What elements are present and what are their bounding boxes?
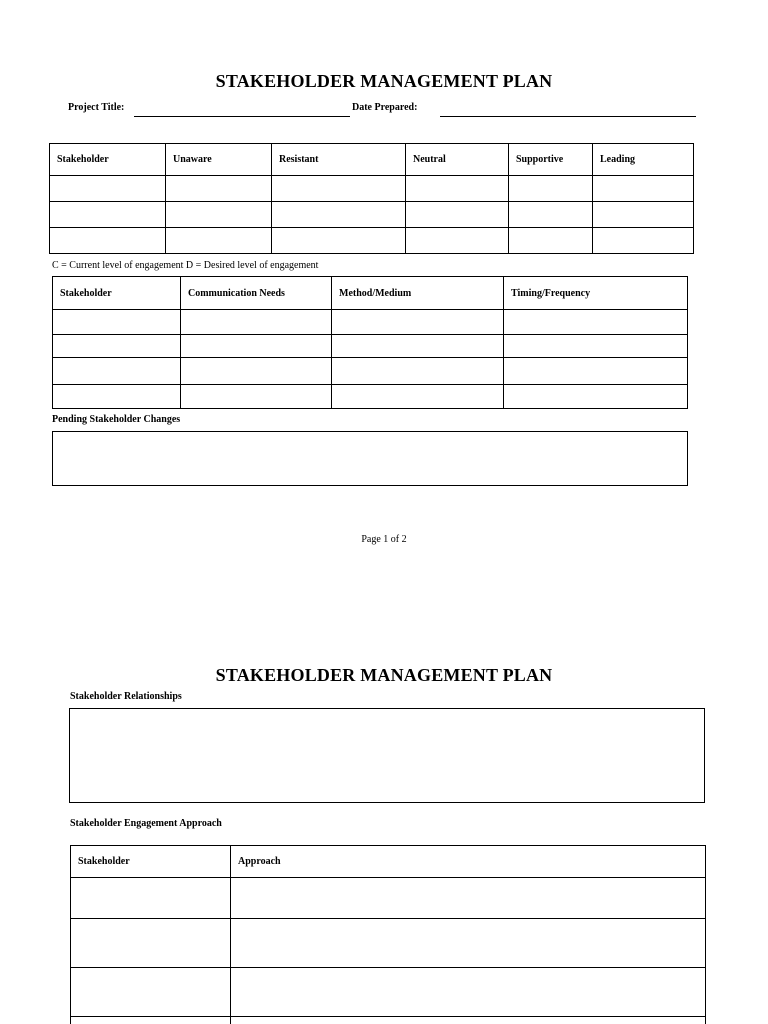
table-cell[interactable] <box>332 385 504 409</box>
project-title-label: Project Title: <box>68 102 125 113</box>
table-row <box>50 228 694 254</box>
column-header: Stakeholder <box>53 277 181 310</box>
engagement-level-table <box>49 143 694 254</box>
table-cell[interactable] <box>181 335 332 358</box>
table-header-row <box>53 277 688 310</box>
table-cell[interactable] <box>504 358 688 385</box>
table-cell[interactable] <box>53 385 181 409</box>
table-cell[interactable] <box>406 202 509 228</box>
table-cell[interactable] <box>181 385 332 409</box>
page-title: STAKEHOLDER MANAGEMENT PLAN <box>215 71 553 91</box>
date-prepared-field[interactable] <box>440 116 696 117</box>
table-cell[interactable] <box>593 228 694 254</box>
column-header: Leading <box>593 144 694 176</box>
table-header-row <box>50 144 694 176</box>
table-cell[interactable] <box>332 335 504 358</box>
column-header: Neutral <box>406 144 509 176</box>
column-header: Communication Needs <box>181 277 332 310</box>
table-row <box>53 310 688 335</box>
engagement-legend-note: C = Current level of engagement D = Desired level of engagement <box>52 260 319 271</box>
column-header: Approach <box>231 846 706 878</box>
table-cell[interactable] <box>332 310 504 335</box>
table-cell[interactable] <box>509 202 593 228</box>
pending-changes-field[interactable] <box>52 431 688 486</box>
engagement-approach-label: Stakeholder Engagement Approach <box>70 818 222 829</box>
table-cell[interactable] <box>71 919 231 968</box>
table-cell[interactable] <box>406 228 509 254</box>
table-cell[interactable] <box>509 176 593 202</box>
pending-changes-label: Pending Stakeholder Changes <box>52 414 181 425</box>
table-row <box>71 1017 706 1024</box>
table-cell[interactable] <box>166 202 272 228</box>
table-cell[interactable] <box>53 358 181 385</box>
table-cell[interactable] <box>166 176 272 202</box>
column-header: Unaware <box>166 144 272 176</box>
table-row <box>71 968 706 1017</box>
table-header-row <box>71 846 706 878</box>
table-cell[interactable] <box>272 202 406 228</box>
column-header: Resistant <box>272 144 406 176</box>
table-cell[interactable] <box>593 202 694 228</box>
table-row <box>53 335 688 358</box>
table-cell[interactable] <box>53 310 181 335</box>
table-cell[interactable] <box>181 310 332 335</box>
engagement-approach-table <box>70 845 706 1024</box>
table-cell[interactable] <box>181 358 332 385</box>
table-row <box>50 202 694 228</box>
table-cell[interactable] <box>50 176 166 202</box>
table-cell[interactable] <box>71 878 231 919</box>
table-cell[interactable] <box>406 176 509 202</box>
table-cell[interactable] <box>231 878 706 919</box>
page-title: STAKEHOLDER MANAGEMENT PLAN <box>215 665 553 685</box>
column-header: Method/Medium <box>332 277 504 310</box>
date-prepared-label: Date Prepared: <box>352 102 418 113</box>
communication-table <box>52 276 688 409</box>
column-header: Stakeholder <box>71 846 231 878</box>
table-cell[interactable] <box>593 176 694 202</box>
table-cell[interactable] <box>50 228 166 254</box>
table-cell[interactable] <box>272 176 406 202</box>
project-title-field[interactable] <box>134 116 350 117</box>
table-cell[interactable] <box>509 228 593 254</box>
table-row <box>53 358 688 385</box>
table-row <box>53 385 688 409</box>
table-cell[interactable] <box>504 385 688 409</box>
page-number: Page 1 of 2 <box>361 534 407 545</box>
table-cell[interactable] <box>53 335 181 358</box>
column-header: Supportive <box>509 144 593 176</box>
table-cell[interactable] <box>71 1017 231 1024</box>
table-row <box>71 878 706 919</box>
relationships-field[interactable] <box>69 708 705 803</box>
table-cell[interactable] <box>272 228 406 254</box>
table-cell[interactable] <box>332 358 504 385</box>
table-cell[interactable] <box>71 968 231 1017</box>
column-header: Timing/Frequency <box>504 277 688 310</box>
table-cell[interactable] <box>231 1017 706 1024</box>
table-cell[interactable] <box>504 310 688 335</box>
column-header: Stakeholder <box>50 144 166 176</box>
table-cell[interactable] <box>231 919 706 968</box>
table-row <box>50 176 694 202</box>
table-row <box>71 919 706 968</box>
table-cell[interactable] <box>231 968 706 1017</box>
table-cell[interactable] <box>50 202 166 228</box>
relationships-label: Stakeholder Relationships <box>70 691 182 702</box>
table-cell[interactable] <box>166 228 272 254</box>
table-cell[interactable] <box>504 335 688 358</box>
